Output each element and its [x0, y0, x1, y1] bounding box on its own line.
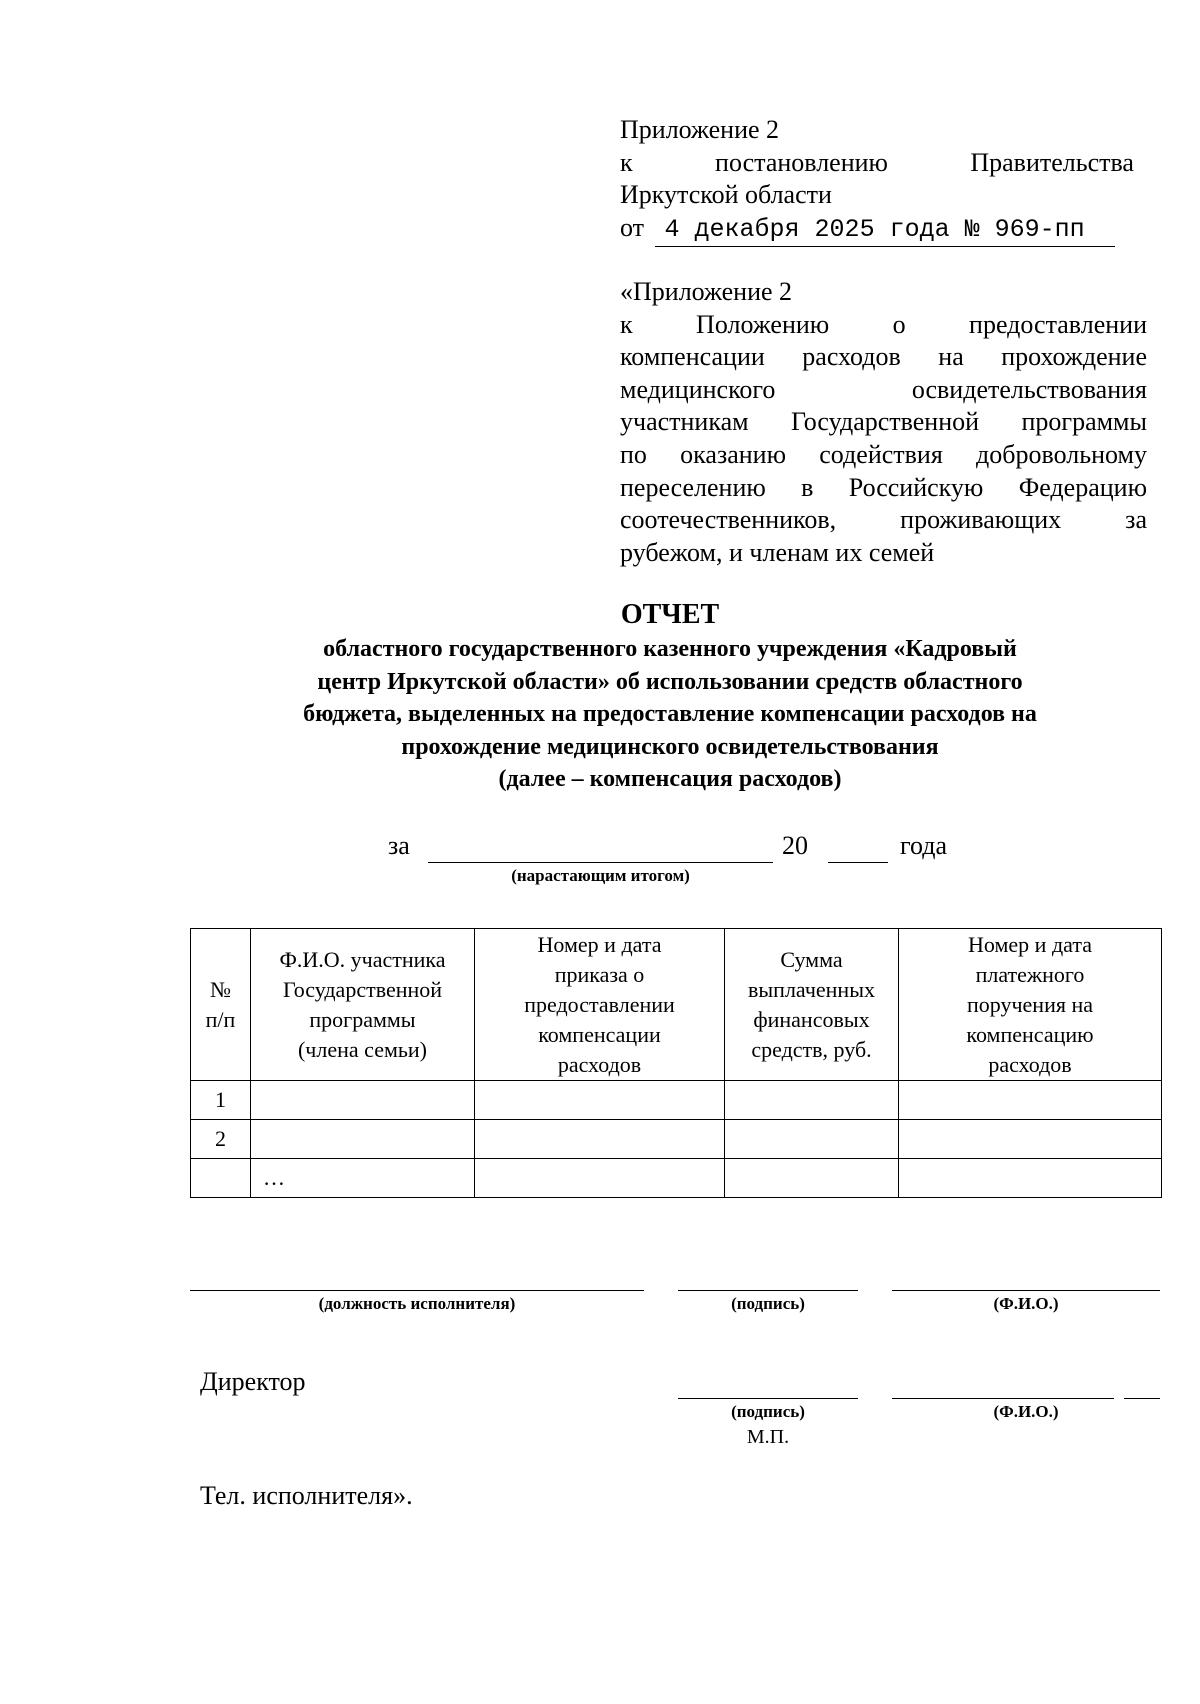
phone-label: Тел. исполнителя». [200, 1481, 413, 1510]
approval-date-line [620, 212, 1134, 245]
table-cell [251, 1120, 475, 1159]
annex-last-line: рубежом, и членам их семей [620, 537, 935, 567]
approval-line-3: Иркутской области [620, 180, 832, 210]
table-cell: 2 [191, 1120, 251, 1159]
table-header-cell: № п/п [191, 929, 251, 1081]
table-cell: 1 [191, 1081, 251, 1120]
table-row [191, 1120, 1162, 1159]
table-cell [899, 1120, 1162, 1159]
name-caption: (Ф.И.О.) [993, 1294, 1059, 1313]
table-header-cell: Номер и дата платежного поручения на компенсацию расходов [899, 929, 1162, 1081]
annex-line: по оказанию содействия добровольному [620, 439, 1147, 469]
period-prefix: за [388, 831, 410, 860]
director-label: Директор [200, 1367, 306, 1396]
report-subtitle-line: областного государственного казенного учреждения «Кадровый [323, 636, 1017, 662]
approval-title: Приложение 2 [620, 115, 780, 144]
report-table [190, 928, 1162, 1198]
table-cell [899, 1081, 1162, 1120]
table-header-cell: Сумма выплаченных финансовых средств, руб. [725, 929, 899, 1081]
report-title: ОТЧЕТ [620, 599, 720, 630]
table-header-cell: Ф.И.О. участника Государственной программы (члена семьи) [251, 929, 475, 1081]
period-blank [428, 832, 773, 863]
table-row [191, 1081, 1162, 1120]
signature-line [678, 1290, 858, 1291]
approval-line-2: к постановлению Правительства [620, 147, 1134, 177]
report-subtitle [0, 633, 1200, 796]
annex-line: медицинского освидетельствования [620, 374, 1147, 404]
table-cell [191, 1159, 251, 1198]
annex-line: переселению в Российскую Федерацию [620, 472, 1147, 502]
table-cell [725, 1159, 899, 1198]
annex-title: «Приложение 2 [620, 277, 793, 306]
table-cell [475, 1120, 725, 1159]
director-name-line-extra [1124, 1398, 1160, 1399]
report-subtitle-line: прохождение медицинского освидетельствования [401, 733, 939, 760]
period-year-blank [828, 832, 888, 863]
report-subtitle-line: (далее – компенсация расходов) [498, 766, 842, 792]
approval-date-prefix: от [620, 212, 645, 242]
table-cell [475, 1159, 725, 1198]
table-row [191, 1159, 1162, 1198]
name-line [892, 1290, 1160, 1291]
table-cell [475, 1081, 725, 1120]
period-suffix: года [900, 831, 948, 860]
director-name-caption: (Ф.И.О.) [993, 1402, 1059, 1421]
position-caption: (должность исполнителя) [318, 1294, 516, 1313]
table-header-cell: Номер и дата приказа о предоставлении компенсации расходов [475, 929, 725, 1081]
annex-line: к Положению о предоставлении [620, 309, 1147, 339]
table-cell [899, 1159, 1162, 1198]
stamp-label: М.П. [746, 1426, 790, 1448]
table-header-row [191, 929, 1162, 1081]
annex-line: компенсации расходов на прохождение [620, 342, 1147, 372]
director-signature-line [678, 1398, 858, 1399]
period-caption: (нарастающим итогом) [511, 866, 690, 885]
approval-date-value: 4 декабря 2025 года № 969-пп [655, 214, 1115, 248]
report-subtitle-line: центр Иркутской области» об использовании средств областного [317, 668, 1023, 695]
period-year-prefix: 20 [782, 831, 808, 860]
table-cell: … [251, 1159, 475, 1198]
approval-block [620, 114, 1134, 244]
director-signature-caption: (подпись) [731, 1402, 805, 1421]
position-line [190, 1290, 644, 1291]
annex-line: соотечественников, проживающих за [620, 505, 1147, 535]
annex-block [620, 276, 1147, 569]
signature-caption: (подпись) [731, 1294, 805, 1313]
report-subtitle-line: бюджета, выделенных на предоставление компенсации расходов на [303, 701, 1037, 727]
table-cell [725, 1120, 899, 1159]
director-name-line [892, 1398, 1114, 1399]
table-cell [251, 1081, 475, 1120]
table-cell [725, 1081, 899, 1120]
annex-line: участникам Государственной программы [620, 407, 1147, 437]
